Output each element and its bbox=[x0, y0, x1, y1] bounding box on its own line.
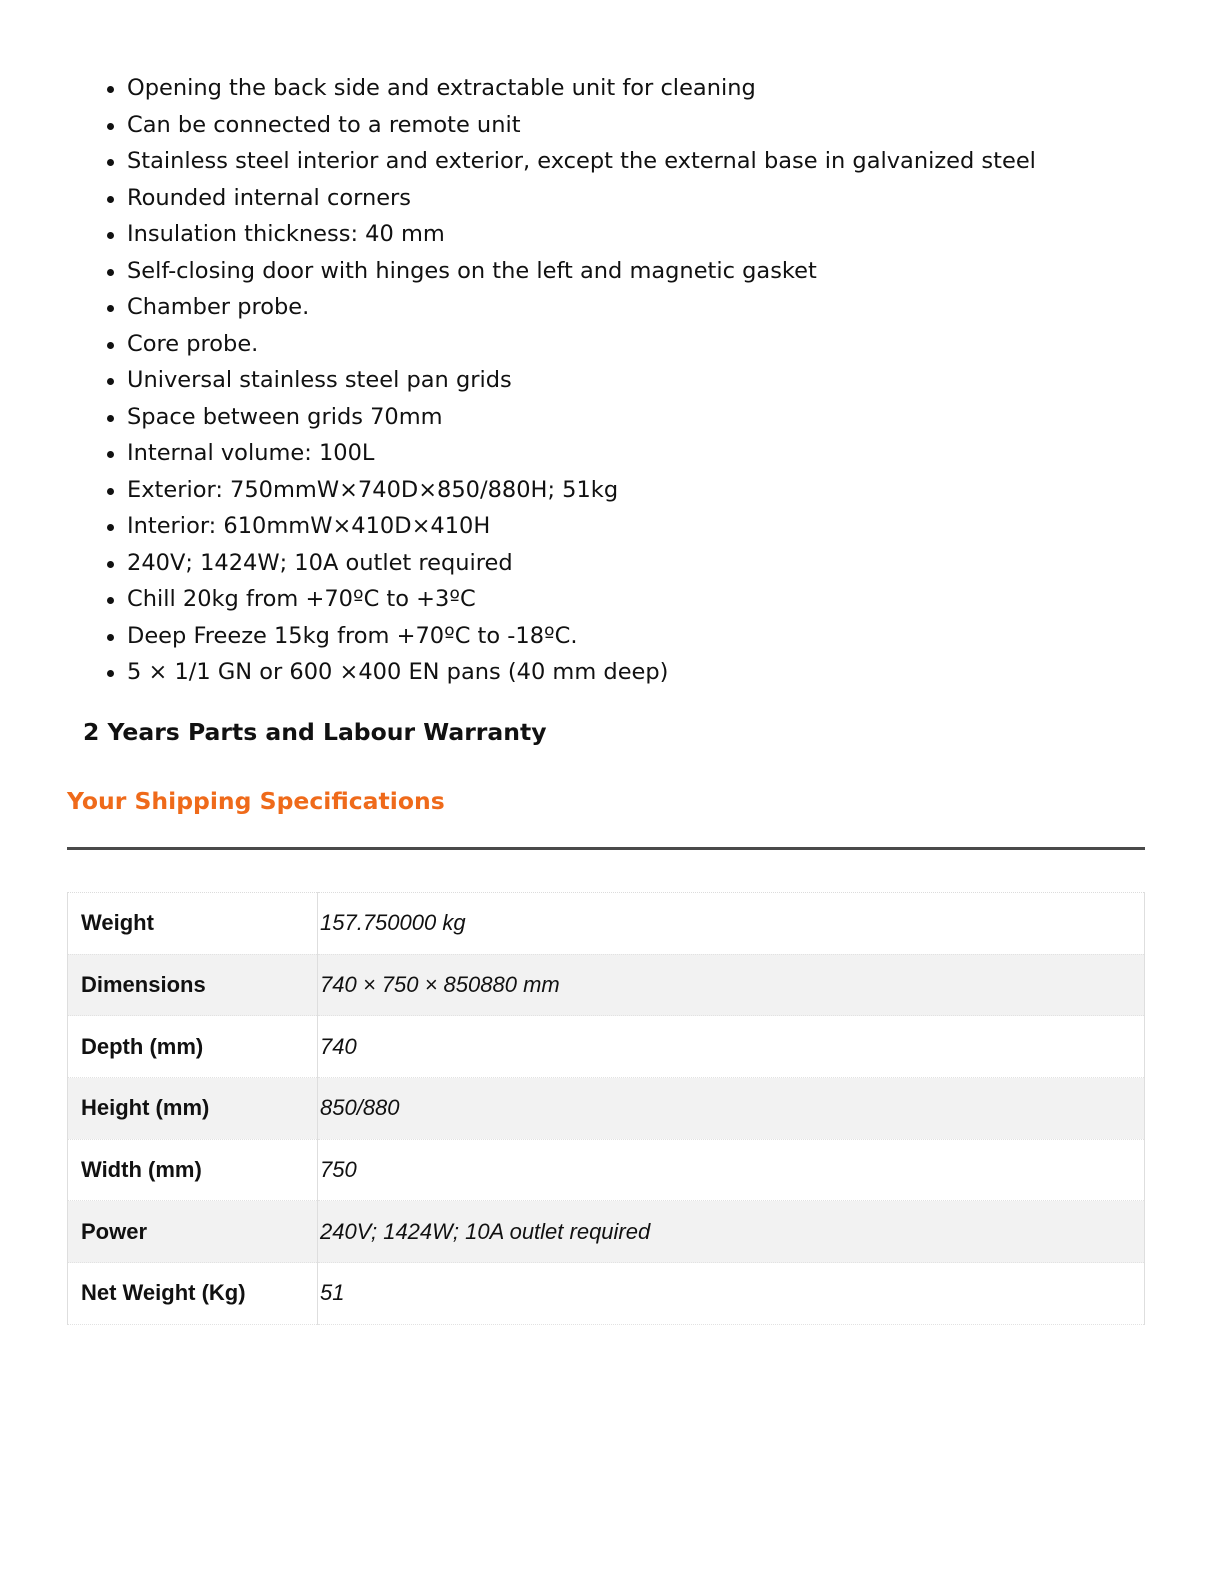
feature-item: Interior: 610mmW×410D×410H bbox=[127, 508, 1036, 545]
table-row bbox=[68, 1139, 1145, 1201]
spec-value: 157.750000 kg bbox=[318, 893, 1145, 955]
spec-value: 750 bbox=[318, 1139, 1145, 1201]
spec-label: Power bbox=[68, 1201, 318, 1263]
feature-item: Rounded internal corners bbox=[127, 180, 1036, 217]
warranty-heading: 2 Years Parts and Labour Warranty bbox=[83, 718, 547, 746]
shipping-specifications-title: Your Shipping Specifications bbox=[67, 787, 445, 815]
feature-item: Core probe. bbox=[127, 326, 1036, 363]
spec-value: 850/880 bbox=[318, 1078, 1145, 1140]
feature-item: Internal volume: 100L bbox=[127, 435, 1036, 472]
feature-item: 5 × 1/1 GN or 600 ×400 EN pans (40 mm deep) bbox=[127, 654, 1036, 691]
feature-item: Insulation thickness: 40 mm bbox=[127, 216, 1036, 253]
table-row bbox=[68, 954, 1145, 1016]
table-row bbox=[68, 893, 1145, 955]
feature-item: Universal stainless steel pan grids bbox=[127, 362, 1036, 399]
spec-label: Width (mm) bbox=[68, 1139, 318, 1201]
feature-item: Stainless steel interior and exterior, except the external base in galvanized steel bbox=[127, 143, 1036, 180]
spec-value: 740 bbox=[318, 1016, 1145, 1078]
feature-item: Can be connected to a remote unit bbox=[127, 107, 1036, 144]
feature-item: Opening the back side and extractable unit for cleaning bbox=[127, 70, 1036, 107]
spec-value: 240V; 1424W; 10A outlet required bbox=[318, 1201, 1145, 1263]
shipping-spec-table bbox=[67, 892, 1145, 1325]
table-row bbox=[68, 1016, 1145, 1078]
feature-item: Self-closing door with hinges on the left and magnetic gasket bbox=[127, 253, 1036, 290]
feature-item: Deep Freeze 15kg from +70ºC to -18ºC. bbox=[127, 618, 1036, 655]
section-divider bbox=[67, 847, 1145, 850]
table-row bbox=[68, 1263, 1145, 1325]
feature-item: Chamber probe. bbox=[127, 289, 1036, 326]
feature-item: Exterior: 750mmW×740D×850/880H; 51kg bbox=[127, 472, 1036, 509]
spec-label: Depth (mm) bbox=[68, 1016, 318, 1078]
feature-item: Space between grids 70mm bbox=[127, 399, 1036, 436]
table-row bbox=[68, 1201, 1145, 1263]
spec-value: 740 × 750 × 850880 mm bbox=[318, 954, 1145, 1016]
spec-label: Net Weight (Kg) bbox=[68, 1263, 318, 1325]
spec-label: Height (mm) bbox=[68, 1078, 318, 1140]
spec-label: Dimensions bbox=[68, 954, 318, 1016]
spec-label: Weight bbox=[68, 893, 318, 955]
feature-list bbox=[0, 70, 1036, 691]
feature-item: Chill 20kg from +70ºC to +3ºC bbox=[127, 581, 1036, 618]
feature-item: 240V; 1424W; 10A outlet required bbox=[127, 545, 1036, 582]
table-row bbox=[68, 1078, 1145, 1140]
spec-value: 51 bbox=[318, 1263, 1145, 1325]
